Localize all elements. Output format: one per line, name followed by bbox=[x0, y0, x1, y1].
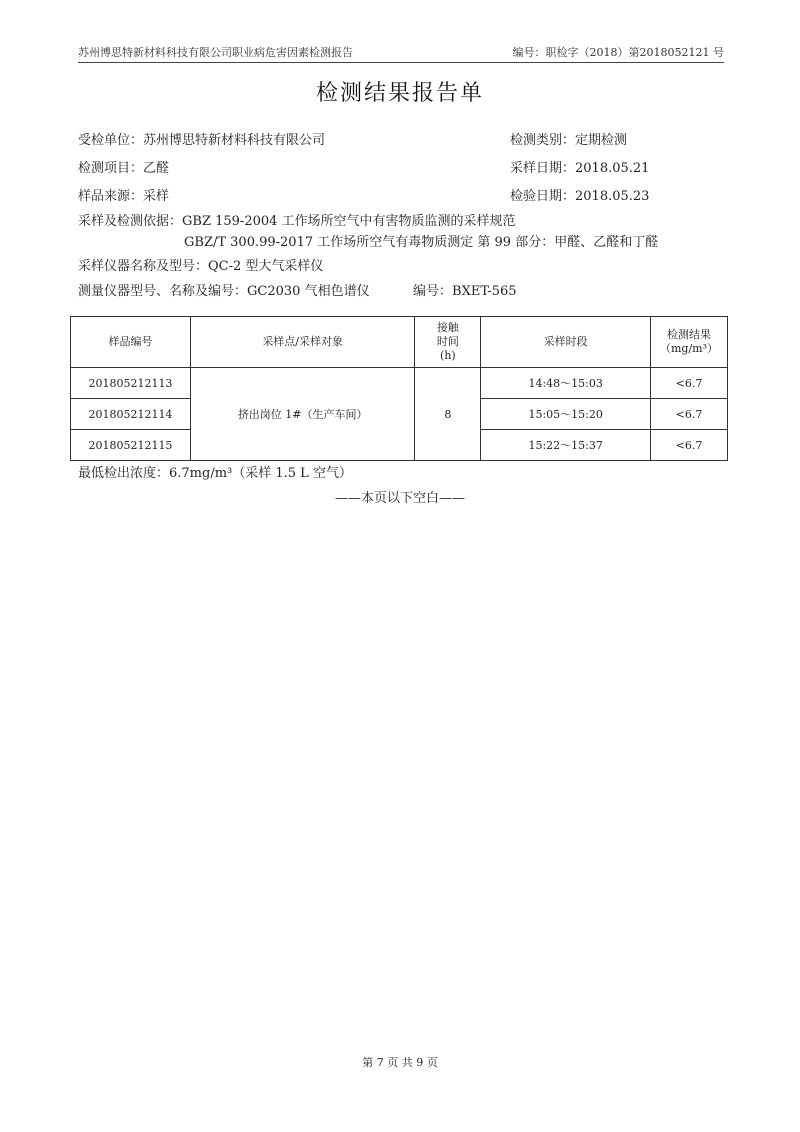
sample-no-cell: 201805212113 bbox=[71, 368, 191, 399]
instrument-value: GC2030 气相色谱仪 bbox=[247, 284, 370, 299]
item-value: 乙醛 bbox=[143, 161, 170, 176]
client-row bbox=[78, 129, 325, 148]
result-cell: <6.7 bbox=[651, 368, 728, 399]
header-contact-line-1: 接触 bbox=[436, 321, 459, 334]
basis-row bbox=[78, 210, 516, 229]
basis-row-2 bbox=[184, 231, 658, 250]
type-row bbox=[510, 129, 627, 148]
header-contact-line-2: 时间 bbox=[436, 335, 459, 348]
contact-hours-cell: 8 bbox=[415, 368, 481, 461]
test-date-value: 2018.05.23 bbox=[575, 189, 650, 204]
header-result-line-1: 检测结果 bbox=[667, 328, 711, 341]
sampling-date-row bbox=[510, 157, 649, 176]
header-report-number: 编号：职检字（2018）第2018052121 号 bbox=[512, 46, 724, 59]
header-location: 采样点/采样对象 bbox=[190, 317, 415, 368]
page-title: 检测结果报告单 bbox=[315, 81, 484, 106]
blank-below-notice: ——本页以下空白—— bbox=[334, 491, 465, 506]
sampler-row bbox=[78, 255, 323, 274]
sample-no-cell: 201805212114 bbox=[71, 399, 191, 430]
basis-line-2: GBZ/T 300.99-2017 工作场所空气有毒物质测定 第 99 部分：甲醛、乙醛和丁醛 bbox=[184, 235, 659, 250]
page-number: 第 7 页 共 9 页 bbox=[362, 1056, 438, 1069]
source-label: 样品来源： bbox=[78, 189, 144, 204]
header-contact-line-3: (h) bbox=[440, 349, 456, 362]
period-cell: 14:48～15:03 bbox=[481, 368, 651, 399]
result-cell: <6.7 bbox=[651, 430, 728, 461]
detection-limit-note: 最低检出浓度：6.7mg/m³（采样 1.5 L 空气） bbox=[78, 466, 352, 481]
results-table bbox=[70, 316, 728, 461]
period-cell: 15:22～15:37 bbox=[481, 430, 651, 461]
location-cell: 挤出岗位 1#（生产车间） bbox=[190, 368, 415, 461]
item-label: 检测项目： bbox=[78, 161, 144, 176]
table-header-row bbox=[71, 317, 728, 368]
sampling-date-value: 2018.05.21 bbox=[575, 161, 650, 176]
source-row bbox=[78, 185, 169, 204]
type-value: 定期检测 bbox=[575, 133, 628, 148]
instrument-label: 测量仪器型号、名称及编号： bbox=[78, 284, 248, 299]
client-label: 受检单位： bbox=[78, 133, 144, 148]
client-value: 苏州博思特新材料科技有限公司 bbox=[143, 133, 326, 148]
test-date-row bbox=[510, 185, 649, 204]
instrument-row bbox=[78, 280, 370, 299]
basis-label: 采样及检测依据： bbox=[78, 214, 183, 229]
type-label: 检测类别： bbox=[510, 133, 576, 148]
instrument-number-label: 编号： bbox=[413, 284, 453, 299]
sample-no-cell: 201805212115 bbox=[71, 430, 191, 461]
header-result bbox=[651, 317, 728, 368]
instrument-number-row bbox=[413, 280, 517, 299]
basis-line-1: GBZ 159-2004 工作场所空气中有害物质监测的采样规范 bbox=[182, 214, 516, 229]
instrument-number-value: BXET-565 bbox=[452, 284, 517, 299]
sampler-label: 采样仪器名称及型号： bbox=[78, 259, 209, 274]
item-row bbox=[78, 157, 169, 176]
header-sample-no: 样品编号 bbox=[71, 317, 191, 368]
table-row bbox=[71, 368, 728, 399]
period-cell: 15:05～15:20 bbox=[481, 399, 651, 430]
header-contact-time bbox=[415, 317, 481, 368]
page-header bbox=[78, 44, 724, 63]
header-period: 采样时段 bbox=[481, 317, 651, 368]
sampler-value: QC-2 型大气采样仪 bbox=[208, 259, 324, 274]
test-date-label: 检验日期： bbox=[510, 189, 576, 204]
source-value: 采样 bbox=[143, 189, 170, 204]
result-cell: <6.7 bbox=[651, 399, 728, 430]
header-result-line-2: （mg/m³） bbox=[659, 342, 719, 355]
sampling-date-label: 采样日期： bbox=[510, 161, 576, 176]
header-company-title: 苏州博思特新材料科技有限公司职业病危害因素检测报告 bbox=[78, 46, 353, 59]
